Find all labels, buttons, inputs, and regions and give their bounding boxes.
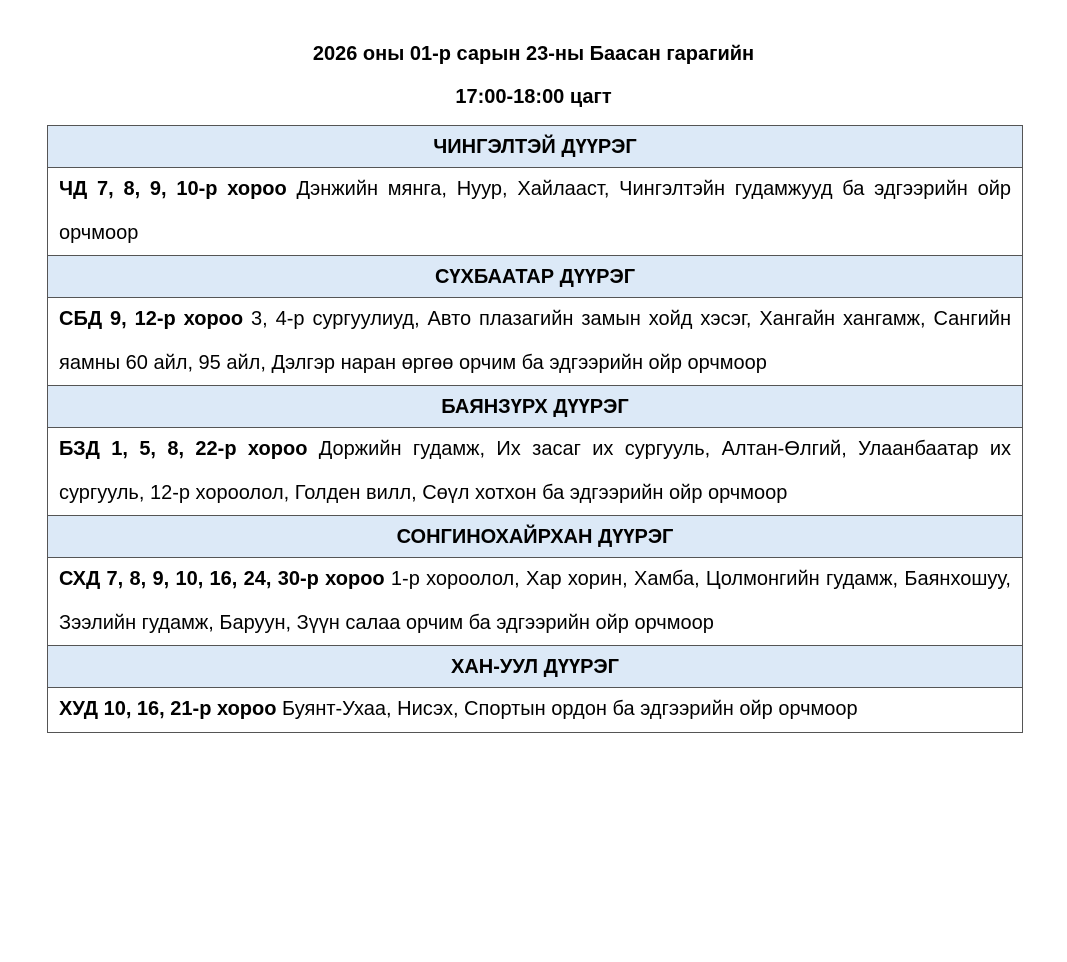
district-areas-cell xyxy=(48,168,1023,256)
district-name: ЧИНГЭЛТЭЙ ДҮҮРЭГ xyxy=(48,126,1023,168)
district-name: ХАН-УУЛ ДҮҮРЭГ xyxy=(48,646,1023,688)
district-areas-cell xyxy=(48,298,1023,386)
district-header-row xyxy=(48,646,1023,688)
district-name: СОНГИНОХАЙРХАН ДҮҮРЭГ xyxy=(48,516,1023,558)
khoroo-label: ЧД 7, 8, 9, 10-р хороо xyxy=(59,178,287,200)
district-header-row xyxy=(48,386,1023,428)
district-body-row xyxy=(48,168,1023,256)
district-header-row xyxy=(48,256,1023,298)
areas-text: 1-р хороолол, Хар хорин, Хамба, Цолмонгийн гудамж, Баянхошуу, Зээлийн гудамж, Баруун, Зүүн салаа орчим ба эдгээрийн ойр орчмоор xyxy=(59,568,1011,634)
district-name: СҮХБААТАР ДҮҮРЭГ xyxy=(48,256,1023,298)
areas-text: 3, 4-р сургуулиуд, Авто плазагийн замын хойд хэсэг, Хангайн хангамж, Сангийн яамны 60 айл, 95 айл, Дэлгэр наран өргөө орчим ба эдгээрийн ойр орчмоор xyxy=(59,308,1012,374)
district-body-row xyxy=(48,298,1023,386)
page-title: 2026 оны 01-р сарын 23-ны Баасан гарагийн xyxy=(312,43,755,65)
areas-text: Доржийн гудамж, Их засаг их сургууль, Алтан-Өлгий, Улаанбаатар их сургууль, 12-р хороолол, Голден вилл, Сөүл хотхон ба эдгээрийн ойр орчмоор xyxy=(59,438,1011,504)
khoroo-label: ХУД 10, 16, 21-р хороо xyxy=(59,698,277,720)
khoroo-label: СХД 7, 8, 9, 10, 16, 24, 30-р хороо xyxy=(59,568,385,590)
schedule-table xyxy=(47,125,1023,733)
district-body-row xyxy=(48,558,1023,646)
district-name: БАЯНЗҮРХ ДҮҮРЭГ xyxy=(48,386,1023,428)
district-areas-cell xyxy=(48,558,1023,646)
district-header-row xyxy=(48,126,1023,168)
areas-text: Буянт-Ухаа, Нисэх, Спортын ордон ба эдгээрийн ойр орчмоор xyxy=(276,698,858,720)
district-body-row xyxy=(48,428,1023,516)
page-subtitle-time: 17:00-18:00 цагт xyxy=(455,86,612,108)
khoroo-label: БЗД 1, 5, 8, 22-р хороо xyxy=(59,438,308,460)
district-header-row xyxy=(48,516,1023,558)
district-body-row xyxy=(48,688,1023,733)
khoroo-label: СБД 9, 12-р хороо xyxy=(59,308,244,330)
district-areas-cell xyxy=(48,688,1023,733)
areas-text: Дэнжийн мянга, Нуур, Хайлааст, Чингэлтэйн гудамжууд ба эдгээрийн ойр орчмоор xyxy=(59,178,1011,244)
district-areas-cell xyxy=(48,428,1023,516)
